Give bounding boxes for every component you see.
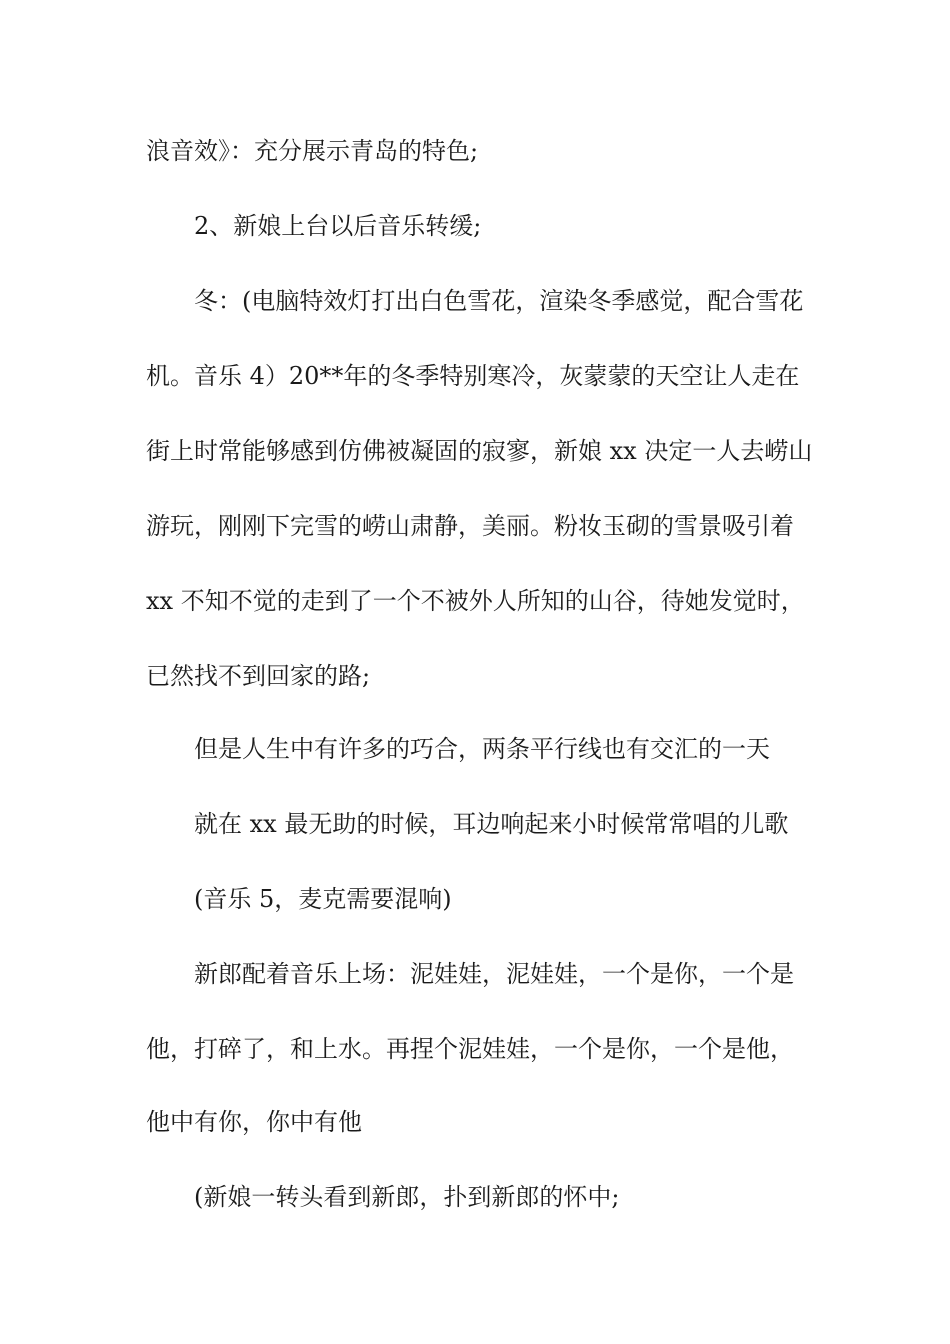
paragraph-line: 但是人生中有许多的巧合，两条平行线也有交汇的一天 [194, 735, 770, 763]
paragraph-line: (新娘一转头看到新郎，扑到新郎的怀中; [194, 1183, 620, 1211]
paragraph-line: 冬：(电脑特效灯打出白色雪花，渲染冬季感觉，配合雪花 [194, 287, 804, 315]
paragraph-line: 就在 xx 最无助的时候，耳边响起来小时候常常唱的儿歌 [194, 810, 789, 838]
paragraph-line: 他，打碎了，和上水。再捏个泥娃娃，一个是你，一个是他， [146, 1035, 794, 1063]
paragraph-line: 他中有你，你中有他 [146, 1108, 362, 1136]
paragraph-line: 浪音效》：充分展示青岛的特色; [146, 137, 479, 165]
paragraph-line: 街上时常能够感到仿佛被凝固的寂寥，新娘 xx 决定一人去崂山 [146, 437, 813, 465]
paragraph-line: xx 不知不觉的走到了一个不被外人所知的山谷，待她发觉时， [146, 587, 805, 615]
paragraph-line: 游玩，刚刚下完雪的崂山肃静，美丽。粉妆玉砌的雪景吸引着 [146, 512, 794, 540]
paragraph-line: 新郎配着音乐上场：泥娃娃，泥娃娃，一个是你，一个是 [194, 960, 794, 988]
paragraph-line: 已然找不到回家的路; [146, 662, 371, 690]
paragraph-line: (音乐 5，麦克需要混响) [194, 885, 452, 913]
paragraph-line: 机。音乐 4）20**年的冬季特别寒冷，灰蒙蒙的天空让人走在 [146, 362, 800, 390]
paragraph-line: 2、新娘上台以后音乐转缓; [194, 212, 482, 240]
